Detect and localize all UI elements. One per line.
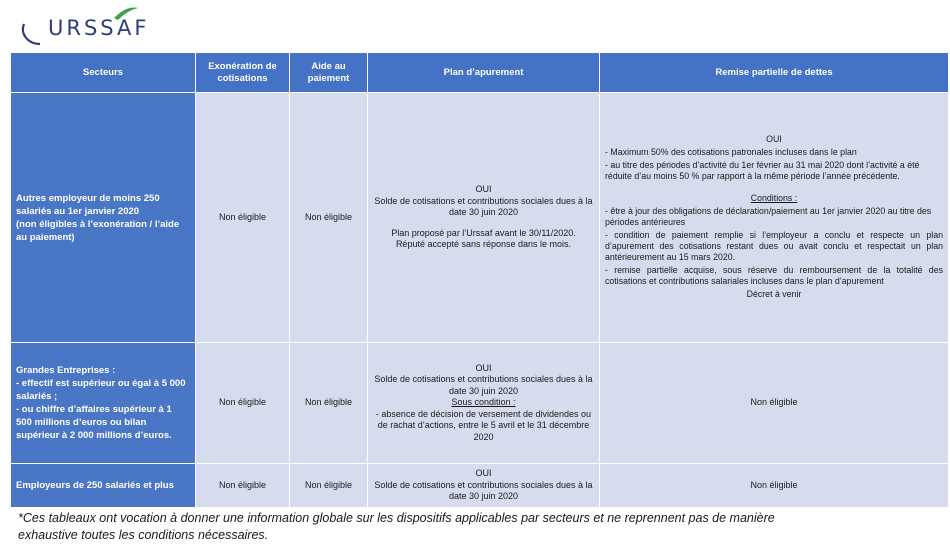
urssaf-logo — [18, 4, 148, 46]
plan-solde: Solde de cotisations et contributions sociales dues à la date 30 juin 2020 — [374, 195, 593, 218]
sector-cell — [11, 343, 196, 464]
sector-title: Autres employeur de moins 250 salariés au 1er janvier 2020 — [16, 192, 160, 217]
remise-line1: - Maximum 50% des cotisations patronales incluses dans le plan — [605, 146, 857, 157]
remise-cond2: - condition de paiement remplie si l’employeur a conclu et respecte un plan d’apurement des cotisations restant dues ou avait conclu et respectait un plan antérieurement au 15 mars 2020. — [605, 229, 943, 262]
remise-cell: Non éligible — [600, 343, 949, 464]
table-header-row — [11, 53, 949, 93]
exoneration-cell: Non éligible — [196, 464, 290, 508]
remise-cond3: - remise partielle acquise, sous réserve du remboursement de la totalité des cotisations et contributions salariales incluses dans le plan d’apurement — [605, 264, 943, 286]
footnote: *Ces tableaux ont vocation à donner une information globale sur les dispositifs applicables par secteurs et ne reprennent pas de manière exhaustive toutes les conditions nécessaires. — [18, 511, 775, 542]
sector-cell — [11, 464, 196, 508]
plan-condition: - absence de décision de versement de dividendes ou de rachat d’actions, entre le 5 avril et le 31 décembre 2020 — [375, 408, 592, 442]
plan-solde: Solde de cotisations et contributions sociales dues à la date 30 juin 2020 — [374, 479, 593, 501]
aide-cell: Non éligible — [290, 93, 368, 343]
plan-condition-title: Sous condition : — [451, 397, 516, 408]
remise-decret: Décret à venir — [746, 288, 802, 299]
sector-title: Grandes Entreprises : — [16, 365, 116, 376]
header-plan: Plan d’apurement — [368, 53, 600, 93]
sector-criterion: - effectif est supérieur ou égal à 5 000 salariés ; — [16, 378, 186, 402]
header-aide: Aide au paiement — [290, 53, 368, 93]
remise-oui: OUI — [766, 133, 782, 144]
remise-line2: - au titre des périodes d’activité du 1er février au 31 mai 2020 dont l’activité a été réduite d’au moins 50 % par rapport à la même période l’année précédente. — [605, 159, 920, 181]
aide-cell: Non éligible — [290, 464, 368, 508]
remise-cell: Non éligible — [600, 464, 949, 508]
header-exoneration: Exonération de cotisations — [196, 53, 290, 93]
plan-oui: OUI — [475, 362, 492, 373]
sector-cell — [11, 93, 196, 343]
table-row — [11, 343, 949, 464]
remise-conditions-title: Conditions : — [750, 192, 798, 203]
plan-oui: OUI — [475, 468, 492, 478]
sector-title: Employeurs de 250 salariés et plus — [16, 479, 174, 491]
plan-solde: Solde de cotisations et contributions sociales dues à la date 30 juin 2020 — [374, 374, 593, 396]
plan-cell — [368, 464, 600, 508]
plan-cell — [368, 343, 600, 464]
table-row — [11, 464, 949, 508]
plan-propose: Plan proposé par l’Urssaf avant le 30/11/2020. — [391, 227, 576, 238]
header-remise: Remise partielle de dettes — [600, 53, 949, 93]
aide-cell: Non éligible — [290, 343, 368, 464]
remise-cell — [600, 93, 949, 343]
plan-cell — [368, 93, 600, 343]
header-secteurs: Secteurs — [11, 53, 196, 93]
exoneration-cell: Non éligible — [196, 93, 290, 343]
plan-oui: OUI — [475, 184, 492, 195]
exoneration-cell: Non éligible — [196, 343, 290, 464]
sector-criterion: - ou chiffre d’affaires supérieur à 1 500 millions d’euros ou bilan supérieur à 2 000 millions d’euros. — [16, 404, 172, 441]
plan-repute: Réputé accepté sans réponse dans le mois. — [395, 239, 572, 250]
sector-note: (non éligibles à l’exonération / l’aide au paiement) — [16, 218, 180, 243]
dispositifs-table — [10, 52, 949, 508]
remise-cond1: - être à jour des obligations de déclaration/paiement au 1er janvier 2020 au titre des périodes antérieures — [605, 205, 932, 227]
logo-text: URSSAF — [48, 16, 150, 40]
table-row — [11, 93, 949, 343]
